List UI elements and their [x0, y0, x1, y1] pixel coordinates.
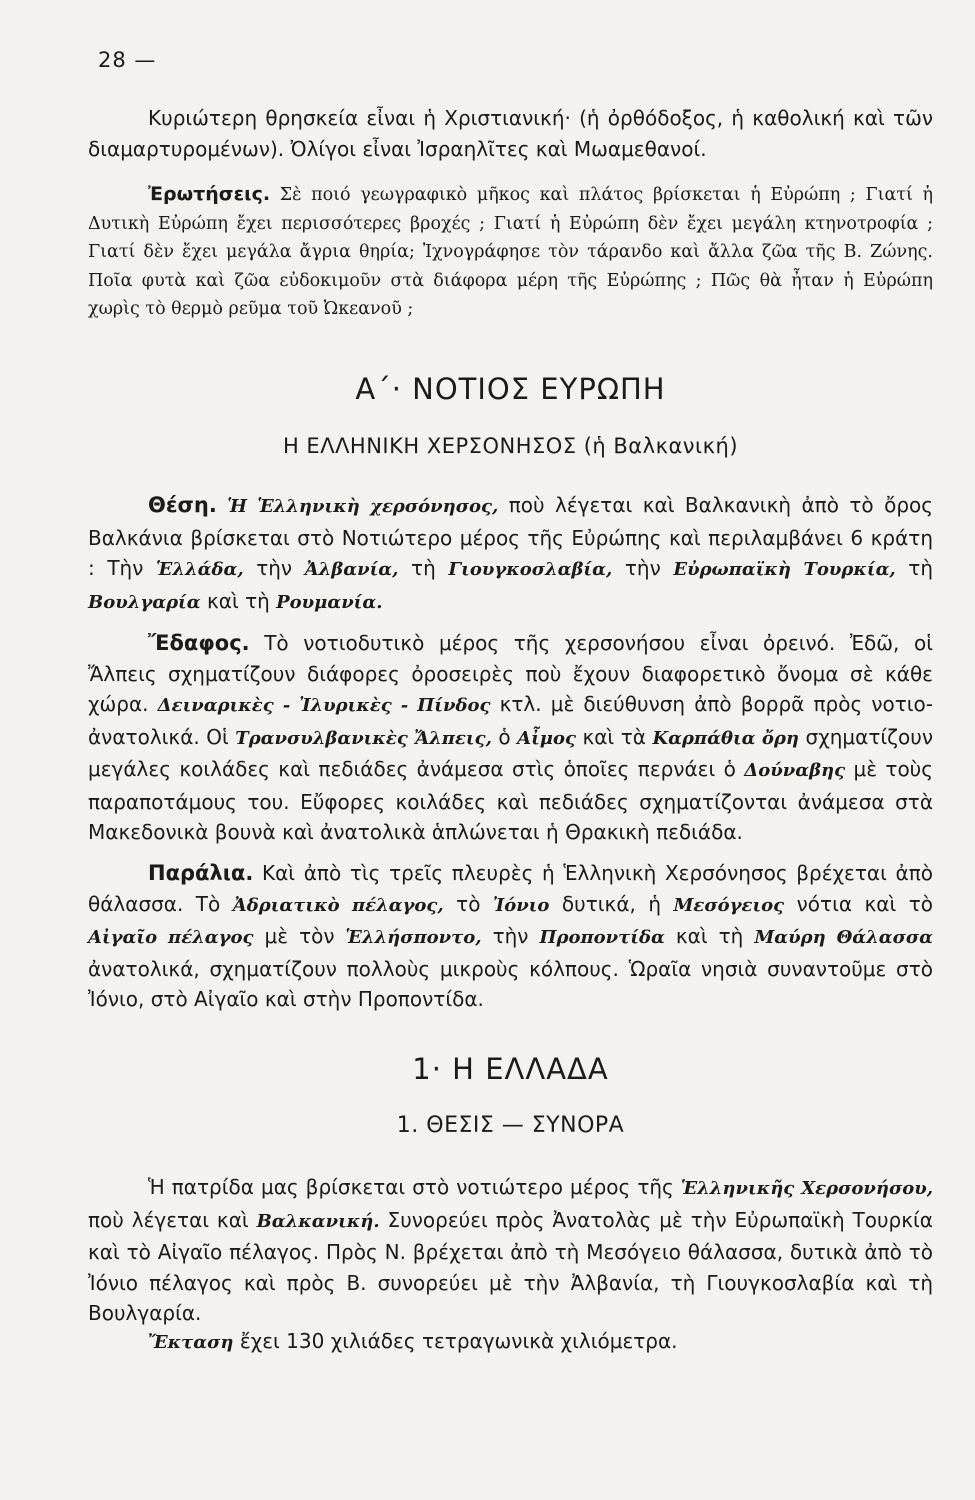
coasts-text-5: μὲ τὸν: [253, 924, 346, 948]
section-title: Α΄· ΝΟΤΙΟΣ ΕΥΡΩΠΗ: [355, 372, 666, 406]
position-text-5: τὴ: [895, 556, 934, 580]
chapter-title: 1· Η ΕΛΛΑΔΑ: [412, 1052, 609, 1086]
term-balkan: Βαλκανική.: [256, 1210, 380, 1232]
country-yugoslavia: Γιουγκοσλαβία,: [448, 559, 613, 580]
soil-paragraph: [88, 628, 933, 848]
sea-black: Μαύρη Θάλασσα: [754, 927, 934, 948]
borders-text-1: Ἡ πατρίδα μας βρίσκεται στὸ νοτιώτερο μέρος τῆς: [148, 1175, 681, 1199]
country-bulgaria: Βουλγαρία: [88, 591, 201, 613]
area-paragraph: [88, 1326, 933, 1359]
soil-text-6: μὲ τοὺς παραποτάμους του. Εὔφορες κοιλάδες καὶ πεδιάδες σχηματίζονται ἀνάμεσα στὰ Μακεδονικὰ βουνὰ καὶ ἀνατολικὰ ἁπλώνεται ἡ Θρακικὴ πεδιάδα.: [88, 757, 933, 844]
questions-paragraph: [88, 180, 933, 324]
soil-text-5: σχηματίζουν μεγάλες κοιλάδες καὶ πεδιάδες ἀνάμεσα στὶς ὁποῖες περνάει ὁ: [88, 724, 933, 781]
coasts-text-6: τὴν: [481, 924, 540, 948]
position-text-2: τὴν: [243, 556, 305, 580]
intro-text: Κυριώτερη θρησκεία εἶναι ἡ Χριστιανική· (ἡ ὀρθόδοξος, ἡ καθολική καὶ τῶν διαμαρτυρομένων). Ὀλίγοι εἶναι Ἰσραηλῖτες καὶ Μωαμεθανοί.: [88, 106, 933, 161]
position-term: Ἡ Ἑλληνικὴ χερσόνησος,: [227, 496, 499, 517]
soil-label: Ἔδαφος.: [148, 631, 250, 655]
coasts-text-4: νότια καὶ τὸ: [784, 891, 934, 916]
mountains-transylvanian: Τρανσυλβανικὲς Ἄλπεις,: [235, 727, 492, 749]
mountains-dinaric: Δειναρικὲς - Ἰλυρικὲς - Πίνδος: [157, 695, 491, 716]
position-text-6: καὶ τὴ: [200, 588, 277, 613]
questions-text: Σὲ ποιό γεωγραφικὸ μῆκος καὶ πλάτος βρίσκεται ἡ Εὐρώπη ; Γιατί ἡ Δυτικὴ Εὐρώπη ἔχει περισσότερες βροχές ; Γιατί ἡ Εὐρώπη δὲν ἔχει μεγάλη κτηνοτροφία ; Γιατί δὲν ἔχει μεγάλα ἄγρια θηρία; Ἰχνογράφησε τὸν τάρανδο καὶ ἄλλα ζῶα τῆς Β. Ζώνης. Ποῖα φυτὰ καὶ ζῶα εὐδοκιμοῦν στὰ διάφορα μέρη τῆς Εὐρώπης ; Πῶς θὰ ἦταν ἡ Εὐρώπη χωρὶς τὸ θερμὸ ρεῦμα τοῦ Ὠκεανοῦ ;: [88, 185, 933, 319]
term-hellenic-peninsula: Ἑλληνικῆς Χερσονήσου,: [680, 1178, 933, 1199]
page-number: 28 —: [98, 48, 157, 72]
position-text-4: τὴν: [612, 556, 674, 580]
intro-paragraph: [88, 103, 933, 164]
country-albania: Ἀλβανία,: [304, 559, 399, 580]
coasts-paragraph: [88, 858, 933, 1015]
sea-aegean: Αἰγαῖο πέλαγος: [88, 927, 254, 948]
soil-text-2: κτλ. μὲ διεύθυνση ἀπὸ βορρᾶ πρὸς νοτιο-ἀνατολικά. Οἱ: [88, 692, 933, 749]
mountains-carpathian: Καρπάθια ὄρη: [652, 727, 799, 749]
borders-text-3: Συνορεύει πρὸς Ἀνατολὰς μὲ τὴν Εὐρωπαϊκὴ Τουρκία καὶ τὸ Αἰγαῖο πέλαγος. Πρὸς Ν. βρέχεται ἀπὸ τὴ Μεσόγειο θάλασσα, δυτικὰ ἀπὸ τὸ Ἰόνιο πέλαγος καὶ πρὸς Β. συνορεύει μὲ τὴν Ἀλβανία, τὴ Γιουγκοσλαβία καὶ τὴ Βουλγαρία.: [88, 1207, 933, 1325]
sea-mediterranean: Μεσόγειος: [673, 894, 785, 916]
subsection-title: 1. ΘΕΣΙΣ — ΣΥΝΟΡΑ: [396, 1113, 625, 1138]
borders-paragraph: [88, 1172, 933, 1329]
mountains-haemus: Αἶμος: [517, 727, 576, 749]
position-text-3: τὴ: [398, 556, 449, 580]
coasts-label: Παράλια.: [148, 861, 254, 885]
country-turkey: Εὐρωπαϊκὴ Τουρκία,: [673, 559, 896, 580]
country-greece: Ἑλλάδα,: [156, 559, 244, 580]
questions-label: Ἐρωτήσεις.: [148, 183, 271, 205]
position-paragraph: [88, 490, 933, 618]
coasts-text-1: Καὶ ἀπὸ τὶς τρεῖς πλευρὲς ἡ Ἑλληνικὴ Χερσόνησος βρέχεται ἀπὸ θάλασσα. Τὸ: [88, 861, 933, 916]
sea-adriatic: Ἀδριατικὸ πέλαγος,: [232, 894, 444, 916]
soil-text-1: Τὸ νοτιοδυτικὸ μέρος τῆς χερσονήσου εἶναι ὀρεινό. Ἐδῶ, οἱ Ἄλπεις σχηματίζουν διάφορες ὀροσειρὲς ποὺ ἔχουν διαφορετικὸ ὄνομα σὲ κάθε χώρα.: [88, 631, 933, 716]
coasts-text-3: δυτικά, ἡ: [549, 891, 674, 916]
sea-propontis: Προποντίδα: [539, 927, 665, 948]
position-text-1: ποὺ λέγεται καὶ Βαλκανικὴ ἀπὸ τὸ ὄρος Βαλκάνια βρίσκεται στὸ Νοτιώτερο μέρος τῆς Εὐρώπης καὶ περιλαμβάνει 6 κράτη : Τὴν: [88, 493, 933, 580]
country-romania: Ρουμανία.: [276, 591, 383, 613]
peninsula-title: Η ΕΛΛΗΝΙΚΗ ΧΕΡΣΟΝΗΣΟΣ (ἡ Βαλκανική): [282, 434, 739, 458]
strait-hellespont: Ἑλλήσποντο,: [345, 927, 482, 948]
coasts-text-8: ἀνατολικά, σχηματίζουν πολλοὺς μικροὺς κόλπους. Ὡραῖα νησιὰ συναντοῦμε στὸ Ἰόνιο, στὸ Αἰγαῖο καὶ στὴν Προποντίδα.: [88, 956, 933, 1011]
borders-text-2: ποὺ λέγεται καὶ: [88, 1207, 257, 1232]
coasts-text-2: τὸ: [443, 891, 493, 916]
sea-ionian: Ἰόνιο: [492, 894, 550, 916]
soil-text-3: ὁ: [491, 724, 518, 749]
position-label: Θέση.: [148, 493, 217, 517]
area-label: Ἔκταση: [148, 1332, 234, 1353]
coasts-text-7: καὶ τὴ: [664, 924, 755, 948]
soil-text-4: καὶ τὰ: [575, 724, 653, 749]
river-danube: Δούναβης: [744, 760, 846, 781]
area-text: ἔχει 130 χιλιάδες τετραγωνικὰ χιλιόμετρα.: [233, 1329, 678, 1353]
